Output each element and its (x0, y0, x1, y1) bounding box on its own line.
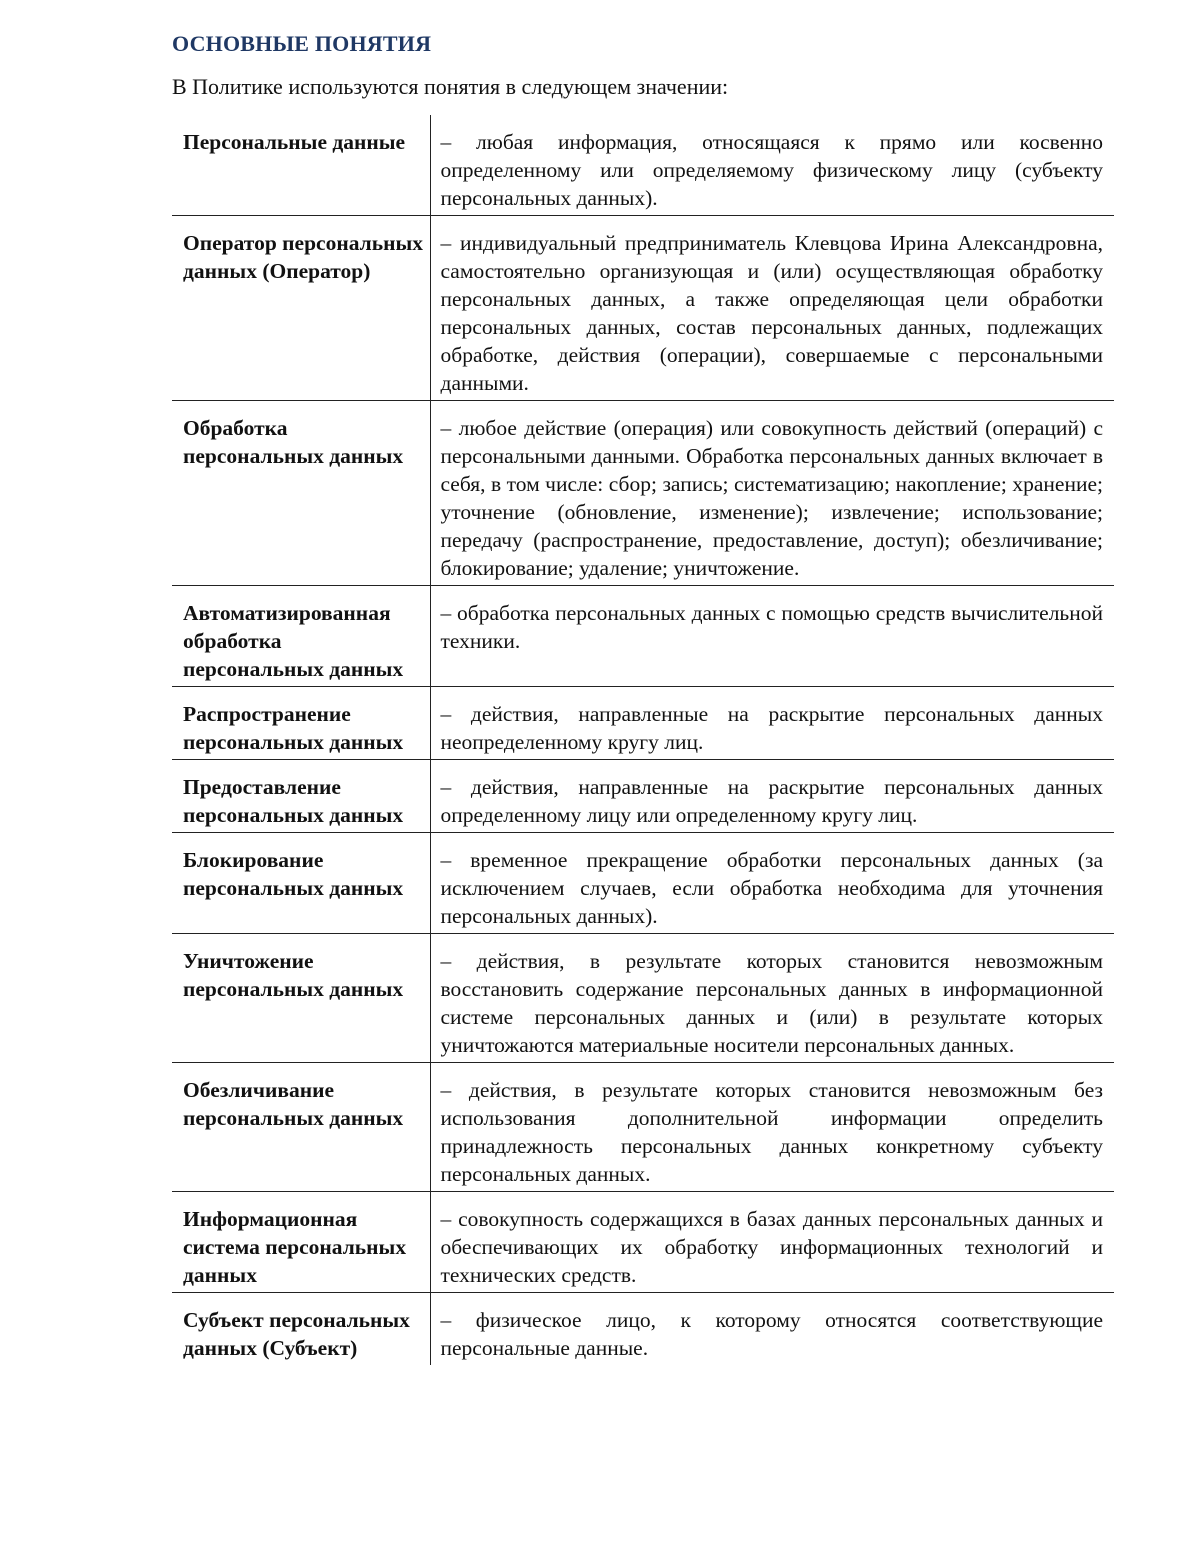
definitions-table (172, 115, 1114, 1365)
definition-row (172, 934, 1114, 1063)
definition-row (172, 1063, 1114, 1192)
definition-row (172, 687, 1114, 760)
definition-row (172, 1293, 1114, 1366)
definition-cell: – действия, в результате которых становится невозможным восстановить содержание персональных данных в информационной системе персональных данных и (или) в результате которых уничтожаются материальные носители персональных данных. (430, 934, 1114, 1063)
definition-row (172, 760, 1114, 833)
term-cell: Персональные данные (172, 115, 430, 216)
term-cell: Обезличивание персональных данных (172, 1063, 430, 1192)
definition-row (172, 833, 1114, 934)
definition-row (172, 115, 1114, 216)
definition-row (172, 401, 1114, 586)
definition-cell: – действия, направленные на раскрытие персональных данных определенному лицу или определенному кругу лиц. (430, 760, 1114, 833)
definition-cell: – физическое лицо, к которому относятся соответствующие персональные данные. (440, 1308, 1103, 1360)
definition-cell: – любая информация, относящаяся к прямо или косвенно определенному или определяемому физическому лицу (субъекту персональных данных). (430, 115, 1114, 216)
intro-paragraph: В Политике используются понятия в следующем значении: (172, 74, 729, 99)
definition-cell: – любое действие (операция) или совокупность действий (операций) с персональными данными. Обработка персональных данных включает в себя, в том числе: сбор; запись; систематизацию; накопление; хранение; уточнение (обновление, изменение); извлечение; использование; передачу (распространение, предоставление, доступ); обезличивание; блокирование; удаление; уничтожение. (430, 401, 1114, 586)
term-cell: Предоставление персональных данных (172, 760, 430, 833)
definition-row (172, 1192, 1114, 1293)
definition-cell: – совокупность содержащихся в базах данных персональных данных и обеспечивающих их обработку информационных технологий и технических средств. (430, 1192, 1114, 1293)
term-cell: Информационная система персональных данных (172, 1192, 430, 1293)
term-cell: Распространение персональных данных (172, 687, 430, 760)
section-heading: ОСНОВНЫЕ ПОНЯТИЯ (172, 31, 432, 56)
definition-cell: – действия, направленные на раскрытие персональных данных неопределенному кругу лиц. (430, 687, 1114, 760)
definition-cell: – действия, в результате которых становится невозможным без использования дополнительной информации определить принадлежность персональных данных конкретному субъекту персональных данных. (430, 1063, 1114, 1192)
definition-cell: – временное прекращение обработки персональных данных (за исключением случаев, если обработка необходима для уточнения персональных данных). (430, 833, 1114, 934)
term-cell: Обработка персональных данных (172, 401, 430, 586)
term-cell: Субъект персональных данных (Субъект) (172, 1293, 430, 1366)
term-cell: Автоматизированная обработка персональных данных (172, 586, 430, 687)
definition-row (172, 586, 1114, 687)
term-cell: Блокирование персональных данных (172, 833, 430, 934)
definition-row (172, 216, 1114, 401)
definition-cell: – индивидуальный предприниматель Клевцова Ирина Александровна, самостоятельно организующая и (или) осуществляющая обработку персональных данных, а также определяющая цели обработки персональных данных, состав персональных данных, подлежащих обработке, действия (операции), совершаемые с персональными данными. (430, 216, 1114, 401)
definition-cell: – обработка персональных данных с помощью средств вычислительной техники. (430, 586, 1114, 687)
term-cell: Уничтожение персональных данных (172, 934, 430, 1063)
term-cell: Оператор персональных данных (Оператор) (172, 216, 430, 401)
